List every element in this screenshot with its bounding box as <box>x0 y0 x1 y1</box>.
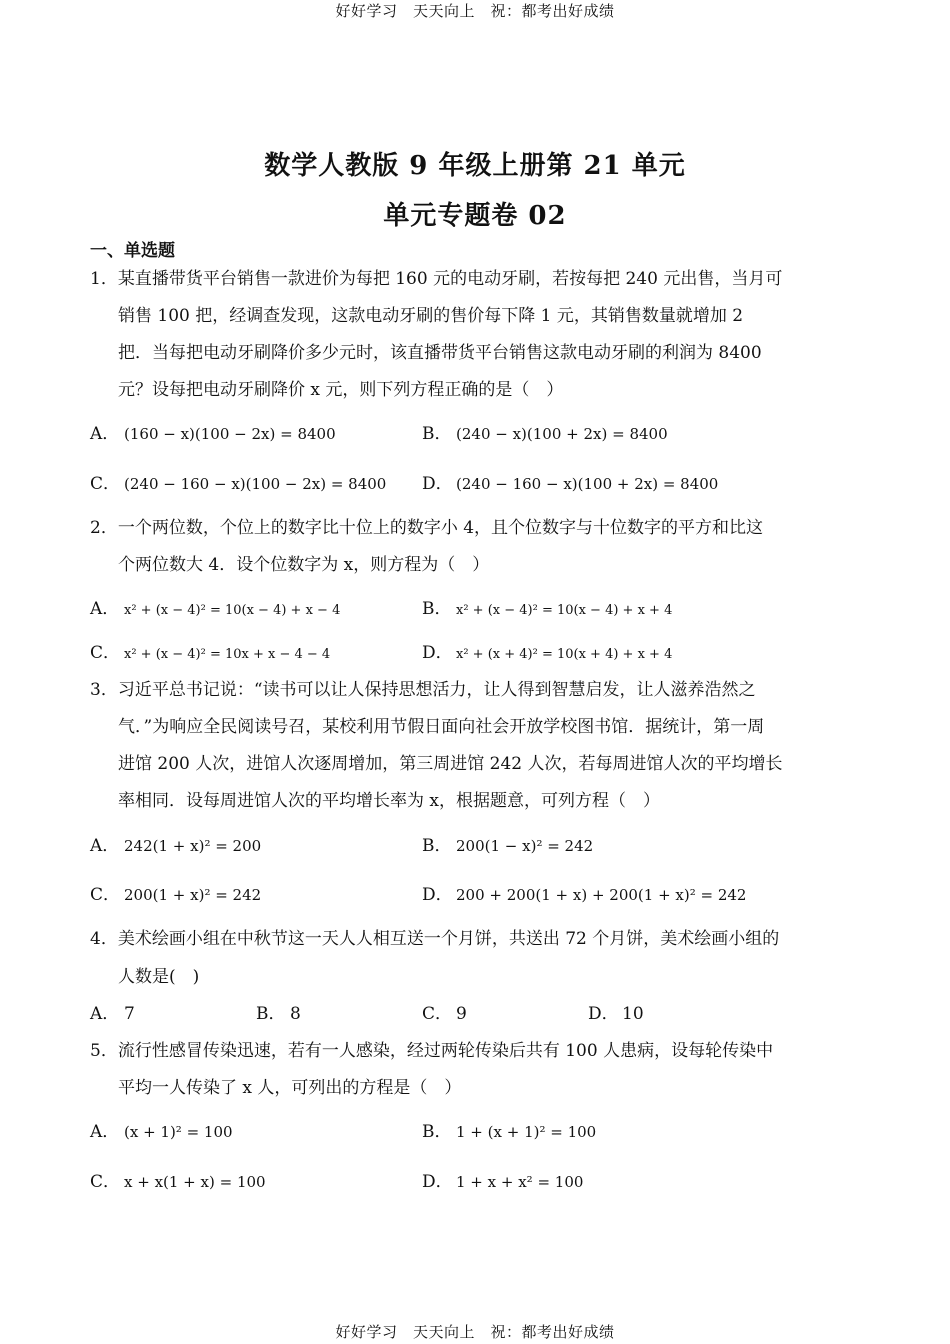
question-2-option-b <box>422 598 672 622</box>
question-4-option-b <box>256 1003 301 1025</box>
document-subtitle: 单元专题卷 02 <box>383 201 567 231</box>
question-2-option-d <box>422 642 672 666</box>
question-2-line-1: 2．一个两位数，个位上的数字比十位上的数字小 4，且个位数字与十位数字的平方和比这 <box>90 518 764 538</box>
option-text: 9 <box>456 1004 467 1024</box>
question-3-line-1: 3．习近平总书记说：“读书可以让人保持思想活力，让人得到智慧启发，让人滋养浩然之 <box>90 680 756 700</box>
option-label: C． <box>90 885 121 905</box>
option-label: A． <box>90 1122 120 1142</box>
option-label: D． <box>422 474 453 494</box>
question-1-option-b <box>422 423 668 445</box>
question-4-option-a <box>90 1003 135 1025</box>
option-label: D． <box>588 1004 619 1024</box>
option-text: 200(1 − x)² = 242 <box>456 837 594 855</box>
option-text: 200(1 + x)² = 242 <box>124 886 262 904</box>
option-label: B． <box>422 599 452 619</box>
question-3-option-c <box>90 884 261 906</box>
question-1-option-a <box>90 423 336 445</box>
question-5-line-1: 5．流行性感冒传染迅速，若有一人感染，经过两轮传染后共有 100 人患病，设每轮传染中 <box>90 1041 774 1061</box>
option-label: B． <box>422 424 452 444</box>
option-text: (240 − x)(100 + 2x) = 8400 <box>456 425 668 443</box>
question-3-line-2: 气．”为响应全民阅读号召，某校利用节假日面向社会开放学校图书馆．据统计，第一周 <box>118 717 765 737</box>
question-3-option-d <box>422 884 746 906</box>
option-text: (240 − 160 − x)(100 − 2x) = 8400 <box>124 475 387 493</box>
option-label: C． <box>422 1004 453 1024</box>
option-text: 8 <box>290 1004 301 1024</box>
option-label: C． <box>90 474 121 494</box>
option-label: A． <box>90 424 120 444</box>
option-text: 200 + 200(1 + x) + 200(1 + x)² = 242 <box>456 886 747 904</box>
option-label: B． <box>422 836 452 856</box>
option-label: B． <box>256 1004 286 1024</box>
option-text: x² + (x − 4)² = 10x + x − 4 − 4 <box>124 647 331 662</box>
question-1-line-4: 元？设每把电动牙刷降价 x 元，则下列方程正确的是（ ） <box>118 380 564 400</box>
question-3-option-b <box>422 835 593 857</box>
question-1-line-2: 销售 100 把，经调查发现，这款电动牙刷的售价每下降 1 元，其销售数量就增加 2 <box>118 306 744 326</box>
option-text: (x + 1)² = 100 <box>124 1123 233 1141</box>
question-5-option-a <box>90 1121 233 1143</box>
document-title: 数学人教版 9 年级上册第 21 单元 <box>264 151 686 181</box>
option-label: C． <box>90 643 121 663</box>
question-5-option-c <box>90 1171 266 1193</box>
option-label: D． <box>422 1172 453 1192</box>
option-label: C． <box>90 1172 121 1192</box>
question-2-option-c <box>90 642 330 666</box>
option-text: 1 + x + x² = 100 <box>456 1173 584 1191</box>
question-1-option-c <box>90 473 386 495</box>
question-4-option-d <box>588 1003 644 1025</box>
question-2-line-2: 个两位数大 4．设个位数字为 x，则方程为（ ） <box>118 555 490 575</box>
option-label: A． <box>90 836 120 856</box>
option-label: A． <box>90 1004 120 1024</box>
question-3-option-a <box>90 835 261 857</box>
question-2-option-a <box>90 598 340 622</box>
option-text: x + x(1 + x) = 100 <box>124 1173 266 1191</box>
option-text: x² + (x − 4)² = 10(x − 4) + x + 4 <box>456 603 673 618</box>
option-text: (160 − x)(100 − 2x) = 8400 <box>124 425 336 443</box>
question-3-line-3: 进馆 200 人次，进馆人次逐周增加，第三周进馆 242 人次，若每周进馆人次的平均增长 <box>118 754 783 774</box>
question-4-line-2: 人数是( ) <box>118 967 200 987</box>
option-label: A． <box>90 599 120 619</box>
question-5-option-d <box>422 1171 583 1193</box>
question-5-line-2: 平均一人传染了 x 人，可列出的方程是（ ） <box>118 1078 462 1098</box>
question-1-option-d <box>422 473 718 495</box>
option-text: 242(1 + x)² = 200 <box>124 837 262 855</box>
option-text: 7 <box>124 1004 135 1024</box>
option-text: x² + (x − 4)² = 10(x − 4) + x − 4 <box>124 603 341 618</box>
option-label: D． <box>422 643 453 663</box>
option-label: D． <box>422 885 453 905</box>
page-header: 好好学习 天天向上 祝：都考出好成绩 <box>335 2 615 20</box>
question-4-option-c <box>422 1003 467 1025</box>
page-footer: 好好学习 天天向上 祝：都考出好成绩 <box>335 1323 615 1341</box>
question-3-line-4: 率相同．设每周进馆人次的平均增长率为 x，根据题意，可列方程（ ） <box>118 791 660 811</box>
option-text: 1 + (x + 1)² = 100 <box>456 1123 597 1141</box>
option-text: x² + (x + 4)² = 10(x + 4) + x + 4 <box>456 647 673 662</box>
question-1-line-3: 把．当每把电动牙刷降价多少元时，该直播带货平台销售这款电动牙刷的利润为 8400 <box>118 343 762 363</box>
question-1-line-1: 1．某直播带货平台销售一款进价为每把 160 元的电动牙刷，若按每把 240 元出售，当月可 <box>90 269 783 289</box>
option-label: B． <box>422 1122 452 1142</box>
option-text: 10 <box>622 1004 644 1024</box>
option-text: (240 − 160 − x)(100 + 2x) = 8400 <box>456 475 719 493</box>
question-5-option-b <box>422 1121 596 1143</box>
section-heading: 一、单选题 <box>90 241 175 261</box>
question-4-line-1: 4．美术绘画小组在中秋节这一天人人相互送一个月饼，共送出 72 个月饼，美术绘画小组的 <box>90 929 780 949</box>
